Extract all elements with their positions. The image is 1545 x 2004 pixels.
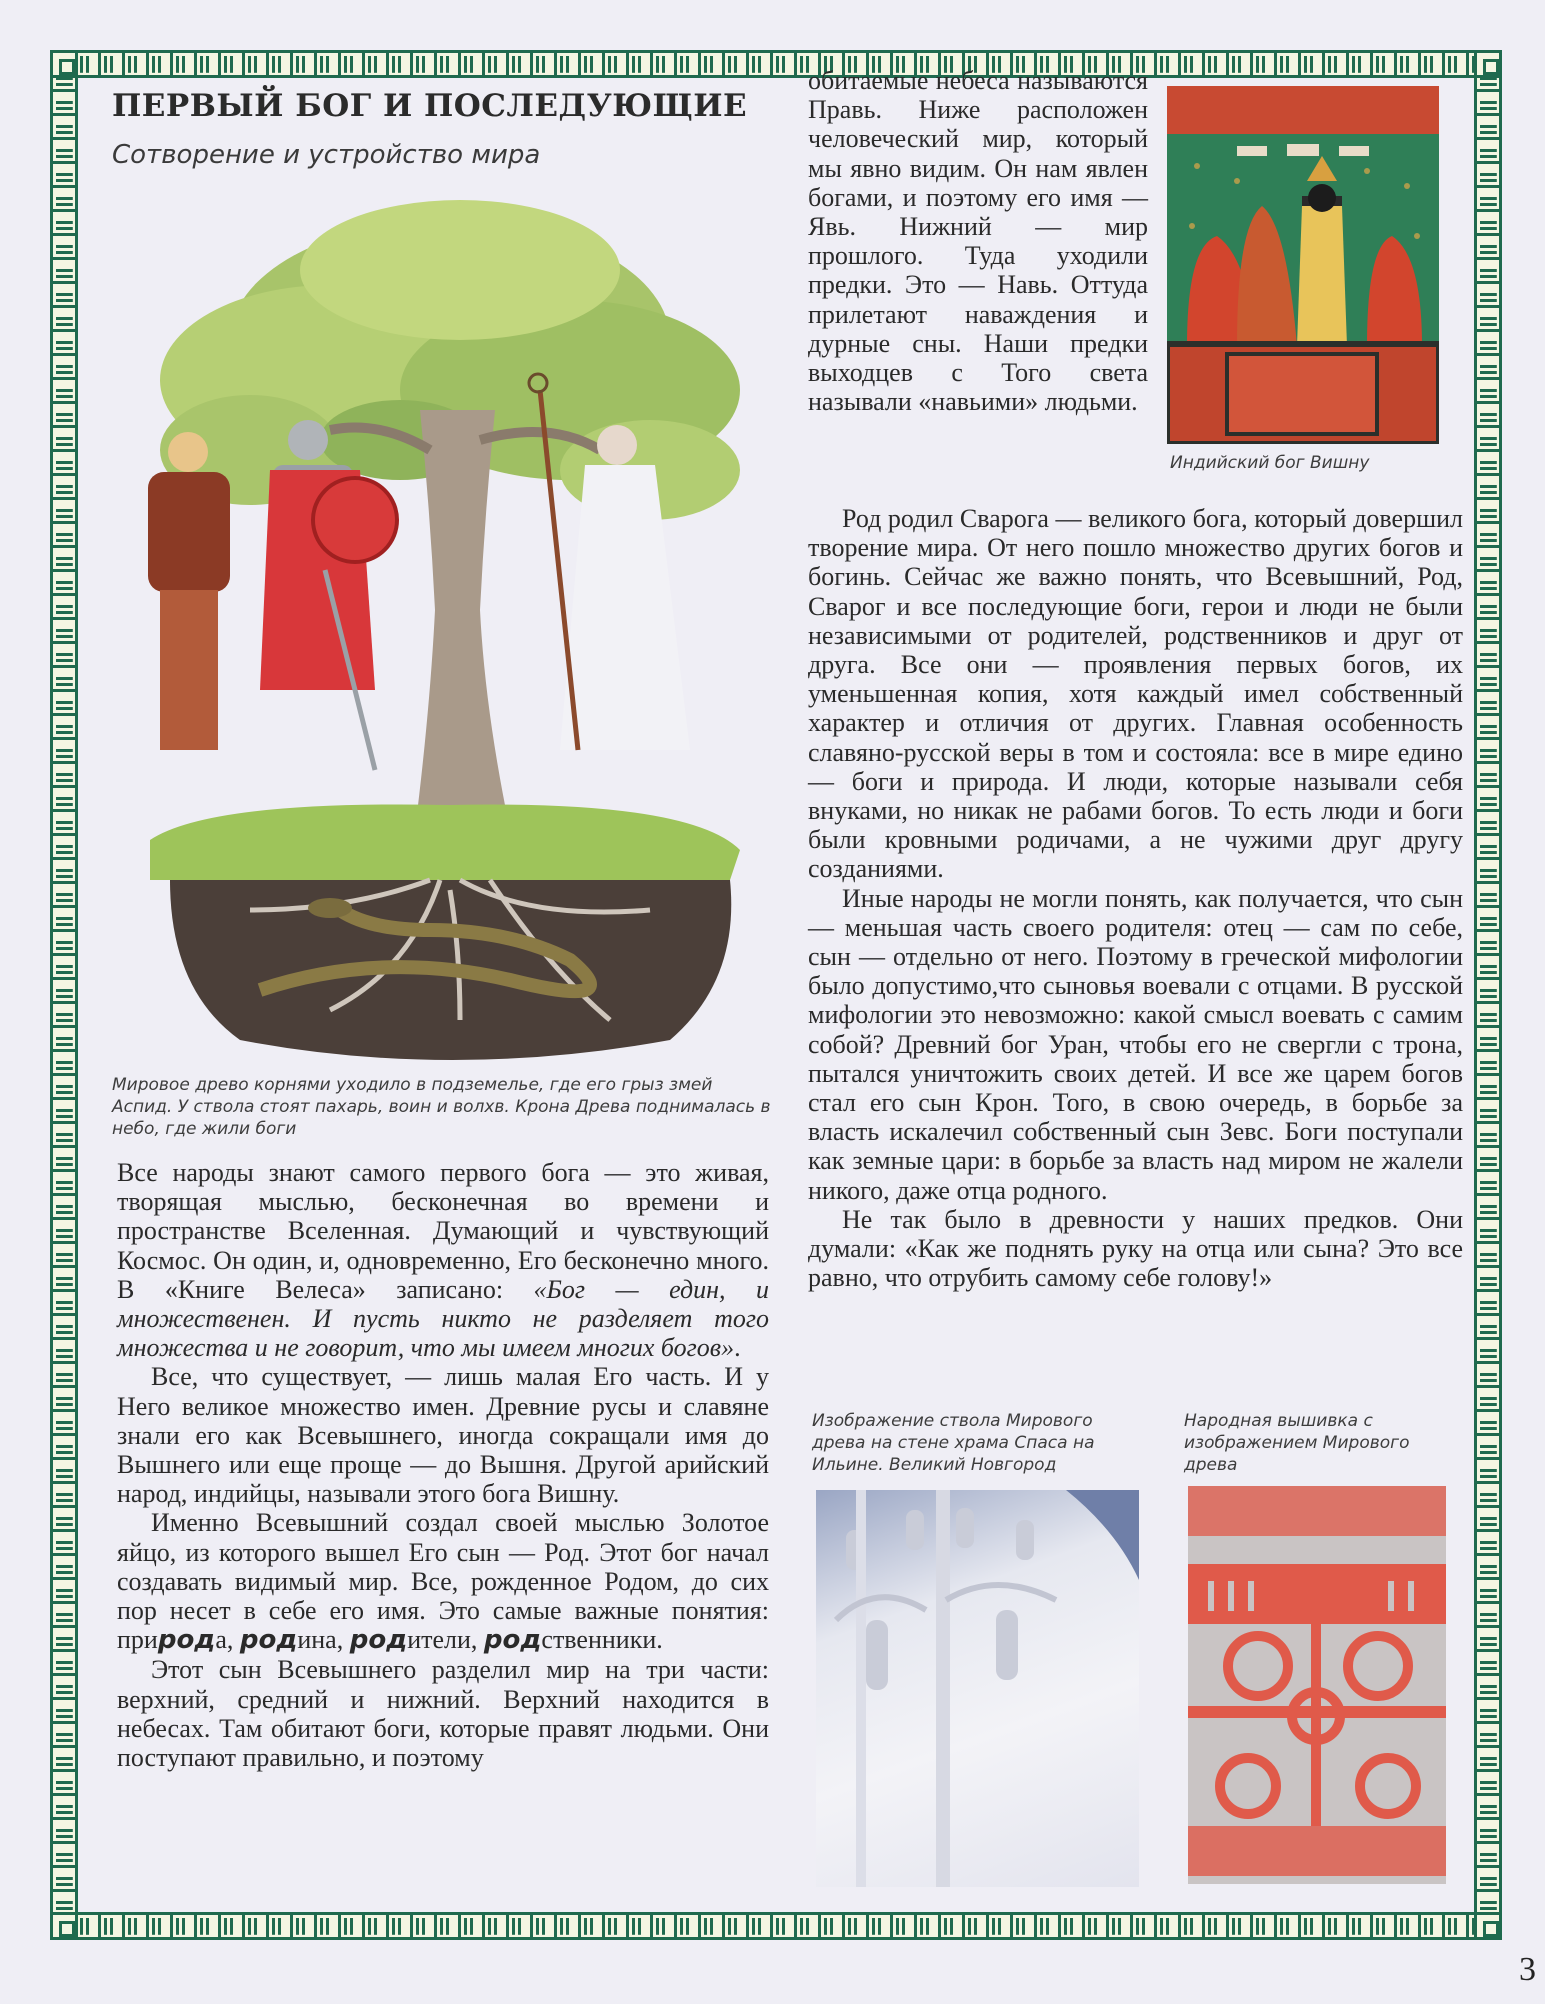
left-column-text <box>117 1158 769 1772</box>
border-right <box>1474 50 1502 1940</box>
paragraph: Именно Всевышний создал своей мыслью Золотое яйцо, из которого вышел Его сын — Род. Этот бог начал создавать видимый мир. Все, рожденное Родом, до сих пор несет в себе его имя. Это самые важные понятия: природа, родина, родители, родственники. <box>117 1508 769 1656</box>
world-tree-caption: Мировое древо корнями уходило в подземелье, где его грыз змей Аспид. У ствола стоят пахарь, воин и волхв. Крона Древа поднималась в небо, где жили боги <box>112 1075 771 1139</box>
right-column-text-top <box>808 66 1148 416</box>
right-column-text <box>808 504 1463 1292</box>
border-bottom <box>50 1912 1502 1940</box>
border-corner-icon <box>50 1912 78 1940</box>
paragraph: Род родил Сварога — великого бога, который довершил творение мира. От него пошло множество других богов и богинь. Сейчас же важно понять, что Всевышний, Род, Сварог и все последующие боги, герои и люди не были независимыми от родителей, родственников и друг от друга. Все они — проявления первых богов, их уменьшенная копия, хотя каждый имел собственный характер и отличия от других. Главная особенность славяно-русской веры в том и состояла: все в мире едино — боги и природа. И люди, которые называли себя внуками, но никак не рабами богов. То есть люди и боги были кровными родичами, а не чужими друг другу созданиями. <box>808 504 1463 884</box>
border-corner-icon <box>1474 1912 1502 1940</box>
border-top <box>50 50 1502 78</box>
world-tree-illustration <box>130 190 780 1070</box>
root-emphasis: род <box>349 1625 408 1656</box>
root-emphasis: род <box>157 1625 216 1656</box>
paragraph: Не так было в древности у наших предков. Они думали: «Как же поднять руку на отца или сына? Это все равно, что отрубить самому себе голову!» <box>808 1204 1463 1293</box>
paragraph: Этот сын Всевышнего разделил мир на три части: верхний, средний и нижний. Верхний находится в небесах. Там обитают боги, которые правят людьми. Они поступают правильно, и поэтому <box>117 1655 769 1773</box>
vishnu-painting <box>1167 86 1439 444</box>
page-number: 3 <box>1519 1951 1536 1988</box>
velesova-quote: «Бог — един, и множественен. И пусть никто не разделяет того множества и не говорит, что мы имеем многих богов» <box>117 1274 769 1363</box>
border-corner-icon <box>50 50 78 78</box>
root-emphasis: род <box>239 1625 298 1656</box>
paragraph: Иные народы не могли понять, как получается, что сын — меньшая часть своего родителя: отец — сам по себе, сын — отдельно от него. Поэтому в греческой мифологии было допустимо,что сыновья воевали с отцами. В русской мифологии это невозможно: какой смысл воевать с самим собой? Древний бог Уран, чтобы его не свергли с трона, пытался уничтожить своих детей. И все же царем богов стал его сын Крон. Того, в свою очередь, в борьбе за власть искалечил собственный сын Зевс. Боги поступали как земные цари: в борьбе за власть над миром не жалели никого, даже отца родного. <box>808 883 1463 1205</box>
root-emphasis: род <box>483 1625 542 1656</box>
paragraph: обитаемые небеса называются Правь. Ниже расположен человеческий мир, который мы явно видим. Он нам явлен богами, и поэтому его имя — Явь. Нижний — мир прошлого. Туда уходили предки. Это — Навь. Оттуда прилетают наваждения и дурные сны. Наши предки выходцев с Того света называли «навьими» людьми. <box>808 66 1148 417</box>
paragraph: Все, что существует, — лишь малая Его часть. И у Него великое множество имен. Древние русы и славяне знали его как Всевышнего, иногда сокращали имя до Вышнего или еще проще — до Вышня. Другой арийский народ, индийцы, называли этого бога Вишну. <box>117 1362 769 1509</box>
embroidery-caption: Народная вышивка с изображением Мирового древа <box>1184 1411 1410 1475</box>
border-left <box>50 50 78 1940</box>
church-caption: Изображение ствола Мирового древа на стене храма Спаса на Ильине. Великий Новгород <box>812 1411 1095 1475</box>
border-corner-icon <box>1474 50 1502 78</box>
vishnu-caption: Индийский бог Вишну <box>1170 453 1370 473</box>
paragraph: Все народы знают самого первого бога — это живая, творящая мыслью, бесконечная во времени и пространстве Вселенная. Думающий и чувствующий Космос. Он один, и, одновременно, Его бесконечно много. В «Книге Велеса» записано: «Бог — един, и множественен. И пусть никто не разделяет того множества и не говорит, что мы имеем многих богов». <box>117 1158 769 1363</box>
embroidery-photo <box>1188 1486 1446 1884</box>
page-title: ПЕРВЫЙ БОГ И ПОСЛЕДУЮЩИЕ <box>112 88 748 124</box>
page-subtitle: Сотворение и устройство мира <box>112 140 541 170</box>
church-wall-photo <box>816 1490 1139 1887</box>
